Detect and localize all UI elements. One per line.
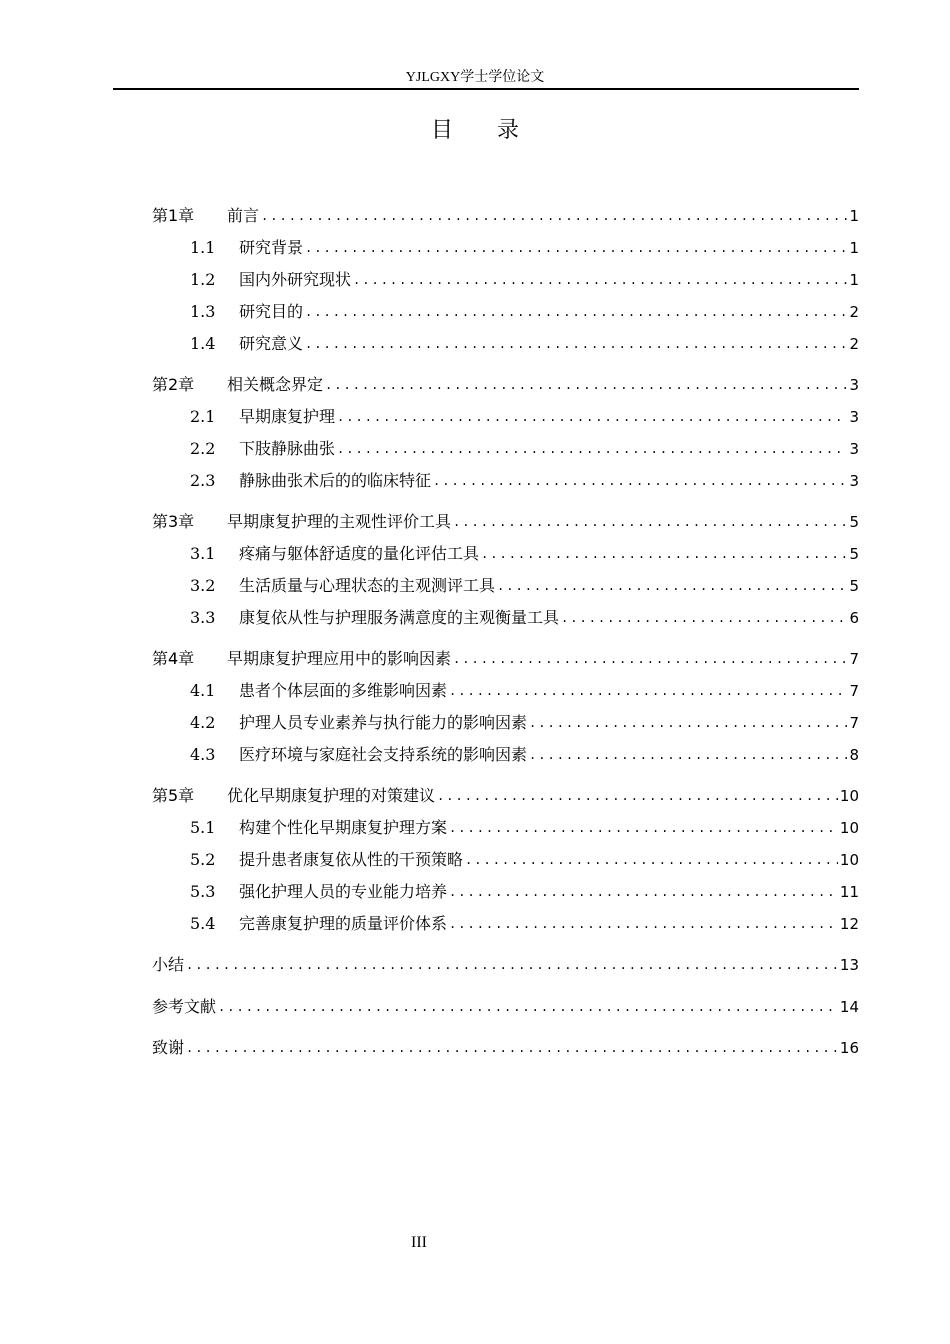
header-rule [113, 88, 859, 90]
toc-section-entry[interactable] [152, 880, 859, 904]
toc-entry-title: 强化护理人员的专业能力培养 [239, 882, 448, 901]
toc-entry-title: 生活质量与心理状态的主观测评工具 [239, 576, 496, 595]
toc-dot-leader [497, 574, 847, 598]
toc-section-entry[interactable] [152, 711, 859, 735]
toc-entry-title: 参考文献 [152, 997, 217, 1016]
toc-entry-page: 1 [849, 271, 859, 289]
toc-dot-leader [353, 268, 847, 292]
toc-dot-leader [453, 647, 847, 671]
toc-chapter-entry[interactable] [152, 784, 859, 808]
toc-entry-number: 4.1 [190, 681, 216, 700]
toc-dot-leader [481, 542, 847, 566]
toc-entry-number: 5.1 [190, 818, 216, 837]
toc-entry-page: 12 [839, 915, 859, 933]
toc-entry-number: 第4章 [152, 649, 195, 668]
toc-entry-page: 7 [849, 682, 859, 700]
toc-entry-number: 3.2 [190, 576, 216, 595]
toc-chapter-entry[interactable] [152, 995, 859, 1019]
toc-dot-leader [449, 816, 838, 840]
toc-entry-number: 第3章 [152, 512, 195, 531]
toc-entry-title: 医疗环境与家庭社会支持系统的影响因素 [239, 745, 528, 764]
toc-section-entry[interactable] [152, 236, 859, 260]
toc-entry-title: 国内外研究现状 [239, 270, 352, 289]
toc-entry-number: 1.4 [190, 334, 216, 353]
toc-dot-leader [305, 236, 847, 260]
toc-entry-page: 6 [849, 609, 859, 627]
toc-entry-page: 11 [839, 883, 859, 901]
toc-section-entry[interactable] [152, 743, 859, 767]
toc-entry-number: 5.4 [190, 914, 216, 933]
toc-entry-page: 10 [839, 787, 859, 805]
toc-entry-title: 疼痛与躯体舒适度的量化评估工具 [239, 544, 480, 563]
toc-entry-page: 7 [849, 650, 859, 668]
toc-section-entry[interactable] [152, 848, 859, 872]
toc-entry-title: 护理人员专业素养与执行能力的影响因素 [239, 713, 528, 732]
toc-entry-page: 3 [849, 408, 859, 426]
toc-entry-number: 3.1 [190, 544, 216, 563]
toc-section-entry[interactable] [152, 679, 859, 703]
toc-dot-leader [449, 880, 838, 904]
toc-dot-leader [337, 437, 847, 461]
toc-entry-number: 2.2 [190, 439, 216, 458]
toc-entry-page: 8 [849, 746, 859, 764]
toc-entry-title: 致谢 [152, 1038, 185, 1057]
toc-dot-leader [433, 469, 847, 493]
toc-entry-number: 4.2 [190, 713, 216, 732]
toc-entry-title: 下肢静脉曲张 [239, 439, 336, 458]
toc-section-entry[interactable] [152, 300, 859, 324]
toc-dot-leader [529, 743, 847, 767]
toc-entry-title: 构建个性化早期康复护理方案 [239, 818, 448, 837]
toc-entry-page: 5 [849, 513, 859, 531]
toc-entry-title: 提升患者康复依从性的干预策略 [239, 850, 464, 869]
toc-section-entry[interactable] [152, 606, 859, 630]
toc-dot-leader [325, 373, 847, 397]
toc-dot-leader [218, 995, 838, 1019]
toc-entry-page: 10 [839, 819, 859, 837]
toc-entry-number: 1.1 [190, 238, 216, 257]
toc-entry-title: 小结 [152, 955, 185, 974]
toc-section-entry[interactable] [152, 405, 859, 429]
toc-section-entry[interactable] [152, 542, 859, 566]
toc-section-entry[interactable] [152, 437, 859, 461]
toc-entry-page: 3 [849, 376, 859, 394]
toc-entry-number: 3.3 [190, 608, 216, 627]
toc-entry-page: 1 [849, 207, 859, 225]
toc-entry-page: 14 [839, 998, 859, 1016]
toc-entry-title: 完善康复护理的质量评价体系 [239, 914, 448, 933]
toc-entry-page: 16 [839, 1039, 859, 1057]
toc-section-entry[interactable] [152, 332, 859, 356]
toc-entry-page: 13 [839, 956, 859, 974]
toc-entry-title: 患者个体层面的多维影响因素 [239, 681, 448, 700]
toc-title: 目录 [430, 118, 563, 143]
toc-entry-title: 静脉曲张术后的的临床特征 [239, 471, 432, 490]
toc-dot-leader [453, 510, 847, 534]
toc-dot-leader [186, 953, 838, 977]
toc-dot-leader [449, 912, 838, 936]
toc-entry-title: 优化早期康复护理的对策建议 [227, 786, 436, 805]
toc-chapter-entry[interactable] [152, 373, 859, 397]
toc-entry-number: 1.2 [190, 270, 216, 289]
toc-entry-title: 早期康复护理 [239, 407, 336, 426]
toc-entry-page: 2 [849, 335, 859, 353]
toc-dot-leader [465, 848, 838, 872]
toc-chapter-entry[interactable] [152, 204, 859, 228]
toc-dot-leader [337, 405, 847, 429]
toc-entry-page: 2 [849, 303, 859, 321]
toc-chapter-entry[interactable] [152, 1036, 859, 1060]
toc-entry-number: 第2章 [152, 375, 195, 394]
toc-entry-page: 5 [849, 577, 859, 595]
toc-entry-title: 前言 [227, 206, 260, 225]
toc-chapter-entry[interactable] [152, 647, 859, 671]
toc-section-entry[interactable] [152, 574, 859, 598]
toc-entry-title: 研究目的 [239, 302, 304, 321]
toc-entry-title: 研究背景 [239, 238, 304, 257]
toc-dot-leader [561, 606, 847, 630]
toc-entry-title: 早期康复护理的主观性评价工具 [227, 512, 452, 531]
toc-entry-number: 2.3 [190, 471, 216, 490]
toc-entry-number: 4.3 [190, 745, 216, 764]
toc-dot-leader [186, 1036, 838, 1060]
toc-entry-page: 5 [849, 545, 859, 563]
toc-chapter-entry[interactable] [152, 510, 859, 534]
toc-section-entry[interactable] [152, 268, 859, 292]
toc-entry-title: 早期康复护理应用中的影响因素 [227, 649, 452, 668]
toc-dot-leader [437, 784, 838, 808]
toc-entry-number: 1.3 [190, 302, 216, 321]
toc-entry-number: 2.1 [190, 407, 216, 426]
toc-entry-number: 第1章 [152, 206, 195, 225]
toc-dot-leader [529, 711, 847, 735]
toc-entry-page: 3 [849, 472, 859, 490]
toc-entry-title: 研究意义 [239, 334, 304, 353]
toc-entry-number: 5.3 [190, 882, 216, 901]
toc-entry-number: 5.2 [190, 850, 216, 869]
toc-dot-leader [261, 204, 847, 228]
toc-entry-page: 3 [849, 440, 859, 458]
toc-entry-page: 7 [849, 714, 859, 732]
toc-section-entry[interactable] [152, 816, 859, 840]
toc-entry-title: 康复依从性与护理服务满意度的主观衡量工具 [239, 608, 560, 627]
toc-entry-number: 第5章 [152, 786, 195, 805]
toc-entry-page: 1 [849, 239, 859, 257]
toc-section-entry[interactable] [152, 469, 859, 493]
running-header: YJLGXY学士学位论文 [405, 70, 545, 85]
toc-chapter-entry[interactable] [152, 953, 859, 977]
toc-entry-page: 10 [839, 851, 859, 869]
toc-section-entry[interactable] [152, 912, 859, 936]
toc-dot-leader [305, 332, 847, 356]
toc-dot-leader [305, 300, 847, 324]
toc-entry-title: 相关概念界定 [227, 375, 324, 394]
toc-dot-leader [449, 679, 847, 703]
page-number: III [411, 1234, 427, 1251]
